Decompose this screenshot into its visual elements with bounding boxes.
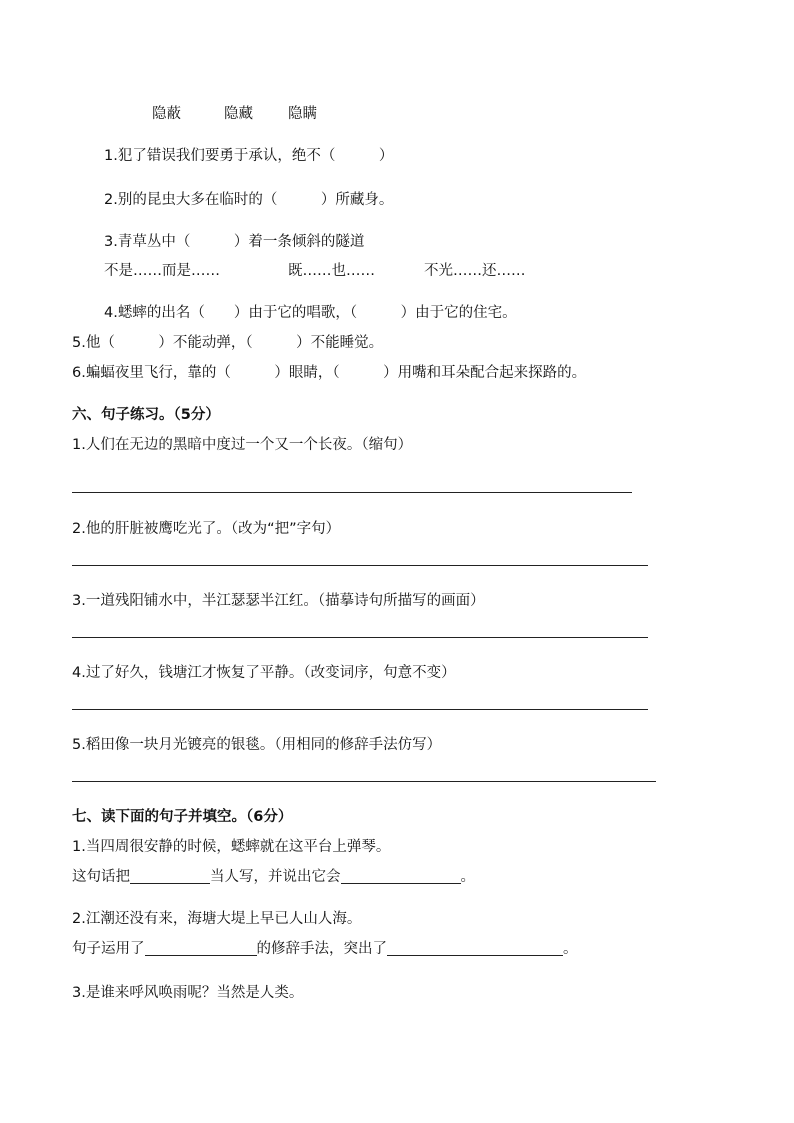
s7-q2-prefix: 句子运用了 [72,941,145,957]
s6-question-1: 1.人们在无边的黑暗中度过一个又一个长夜。（缩句） [72,437,413,453]
word-question-1: 1.犯了错误我们要勇于承认，绝不（ ） [104,148,394,164]
s6-answer-line-4[interactable] [72,709,648,710]
s7-question-3: 3.是谁来呼风唤雨呢？当然是人类。 [72,985,304,1001]
s7-fill-line-1 [72,868,475,886]
s7-question-2: 2.江潮还没有来，海塘大堤上早已人山人海。 [72,911,362,927]
conj-question-5: 5.他（ ）不能动弹，（ ）不能睡觉。 [72,335,384,351]
word-option-2: 隐藏 [224,106,253,122]
s6-answer-line-5[interactable] [72,781,656,782]
s7-q1-middle: 当人写，并说出它会 [210,869,341,885]
s6-answer-line-1[interactable] [72,492,632,493]
word-option-1: 隐蔽 [152,106,181,122]
s7-q1-blank-1[interactable] [130,869,210,884]
section-7-title: 七、读下面的句子并填空。（6分） [72,809,293,825]
conj-option-2: 既……也…… [288,263,375,279]
s6-question-3: 3.一道残阳铺水中，半江瑟瑟半江红。（描摹诗句所描写的画面） [72,593,485,609]
s7-fill-line-2 [72,940,578,958]
s7-q1-suffix: 。 [460,869,475,885]
section-6-title: 六、句子练习。（5分） [72,407,220,423]
conj-question-4: 4.蟋蟀的出名（ ）由于它的唱歌，（ ）由于它的住宅。 [104,305,517,321]
s6-question-2: 2.他的肝脏被鹰吃光了。（改为“把”字句） [72,521,341,537]
s7-question-1: 1.当四周很安静的时候，蟋蟀就在这平台上弹琴。 [72,839,391,855]
word-option-3: 隐瞒 [288,106,317,122]
s6-answer-line-2[interactable] [72,565,648,566]
conj-question-6: 6.蝙蝠夜里飞行，靠的（ ）眼睛，（ ）用嘴和耳朵配合起来探路的。 [72,365,587,381]
conj-option-3: 不光……还…… [424,263,526,279]
s6-question-5: 5.稻田像一块月光镀亮的银毯。（用相同的修辞手法仿写） [72,737,442,753]
s7-q1-prefix: 这句话把 [72,869,130,885]
s7-q2-blank-2[interactable] [387,941,563,956]
s7-q2-suffix: 。 [563,941,578,957]
s7-q2-middle: 的修辞手法，突出了 [256,941,387,957]
s6-question-4: 4.过了好久，钱塘江才恢复了平静。（改变词序，句意不变） [72,665,456,681]
conj-option-1: 不是……而是…… [104,263,220,279]
s7-q1-blank-2[interactable] [341,869,461,884]
s6-answer-line-3[interactable] [72,637,648,638]
s7-q2-blank-1[interactable] [145,941,257,956]
word-question-2: 2.别的昆虫大多在临时的（ ）所藏身。 [104,192,394,208]
word-question-3: 3.青草丛中（ ）着一条倾斜的隧道 [104,234,365,250]
